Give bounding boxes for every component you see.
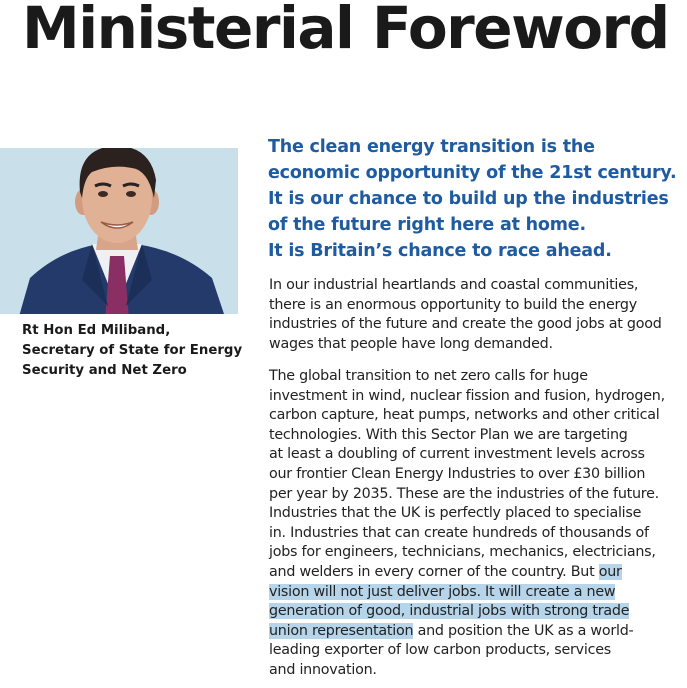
lead-line: The clean energy transition is the bbox=[268, 137, 595, 157]
portrait-image bbox=[0, 148, 238, 314]
text-selection-highlight[interactable]: union representation bbox=[269, 622, 414, 639]
lead-statement bbox=[268, 134, 687, 264]
paragraph-line bbox=[269, 563, 687, 583]
body-paragraph-2 bbox=[269, 367, 687, 681]
paragraph-line: our frontier Clean Energy Industries to over £30 billion bbox=[269, 465, 646, 482]
paragraph-line bbox=[269, 622, 687, 642]
paragraph-line: wages that people have long demanded. bbox=[269, 335, 553, 352]
minister-portrait bbox=[0, 148, 238, 314]
paragraph-line: in. Industries that can create hundreds of thousands of bbox=[269, 524, 649, 541]
paragraph-line: per year by 2035. These are the industries of the future. bbox=[269, 485, 659, 502]
paragraph-line bbox=[269, 583, 687, 603]
paragraph-line: investment in wind, nuclear fission and fusion, hydrogen, bbox=[269, 387, 665, 404]
paragraph-line: there is an enormous opportunity to build the energy bbox=[269, 296, 637, 313]
caption-line: Rt Hon Ed Miliband, bbox=[22, 323, 171, 338]
caption-line: Security and Net Zero bbox=[22, 363, 187, 378]
text-run: and welders in every corner of the country. But bbox=[269, 563, 599, 580]
paragraph-line: Industries that the UK is perfectly placed to specialise bbox=[269, 505, 642, 522]
lead-line: economic opportunity of the 21st century. bbox=[268, 163, 677, 183]
paragraph-line: The global transition to net zero calls for huge bbox=[269, 368, 588, 384]
page-title: Ministerial Foreword bbox=[22, 0, 669, 62]
paragraph-line: jobs for engineers, technicians, mechanics, electricians, bbox=[269, 544, 656, 561]
lead-line: of the future right here at home. bbox=[268, 215, 586, 235]
text-selection-highlight[interactable]: generation of good, industrial jobs with strong trade bbox=[269, 603, 630, 620]
text-selection-highlight[interactable]: our bbox=[598, 563, 622, 580]
paragraph-line: and innovation. bbox=[269, 661, 377, 678]
text-run: and position the UK as a world- bbox=[413, 622, 634, 639]
paragraph-line bbox=[269, 602, 687, 622]
paragraph-line: technologies. With this Sector Plan we are targeting bbox=[269, 426, 628, 443]
paragraph-line: In our industrial heartlands and coastal communities, bbox=[269, 277, 639, 293]
paragraph-line: industries of the future and create the good jobs at good bbox=[269, 316, 662, 333]
body-paragraph-1 bbox=[269, 276, 687, 354]
caption-line: Secretary of State for Energy bbox=[22, 343, 243, 358]
text-selection-highlight[interactable]: vision will not just deliver jobs. It will create a new bbox=[269, 583, 616, 600]
portrait-caption bbox=[22, 321, 242, 381]
lead-line: It is Britain’s chance to race ahead. bbox=[268, 241, 612, 261]
lead-line: It is our chance to build up the industries bbox=[268, 189, 669, 209]
paragraph-line: leading exporter of low carbon products, services bbox=[269, 642, 611, 659]
paragraph-line: carbon capture, heat pumps, networks and other critical bbox=[269, 407, 660, 424]
paragraph-line: at least a doubling of current investment levels across bbox=[269, 446, 645, 463]
